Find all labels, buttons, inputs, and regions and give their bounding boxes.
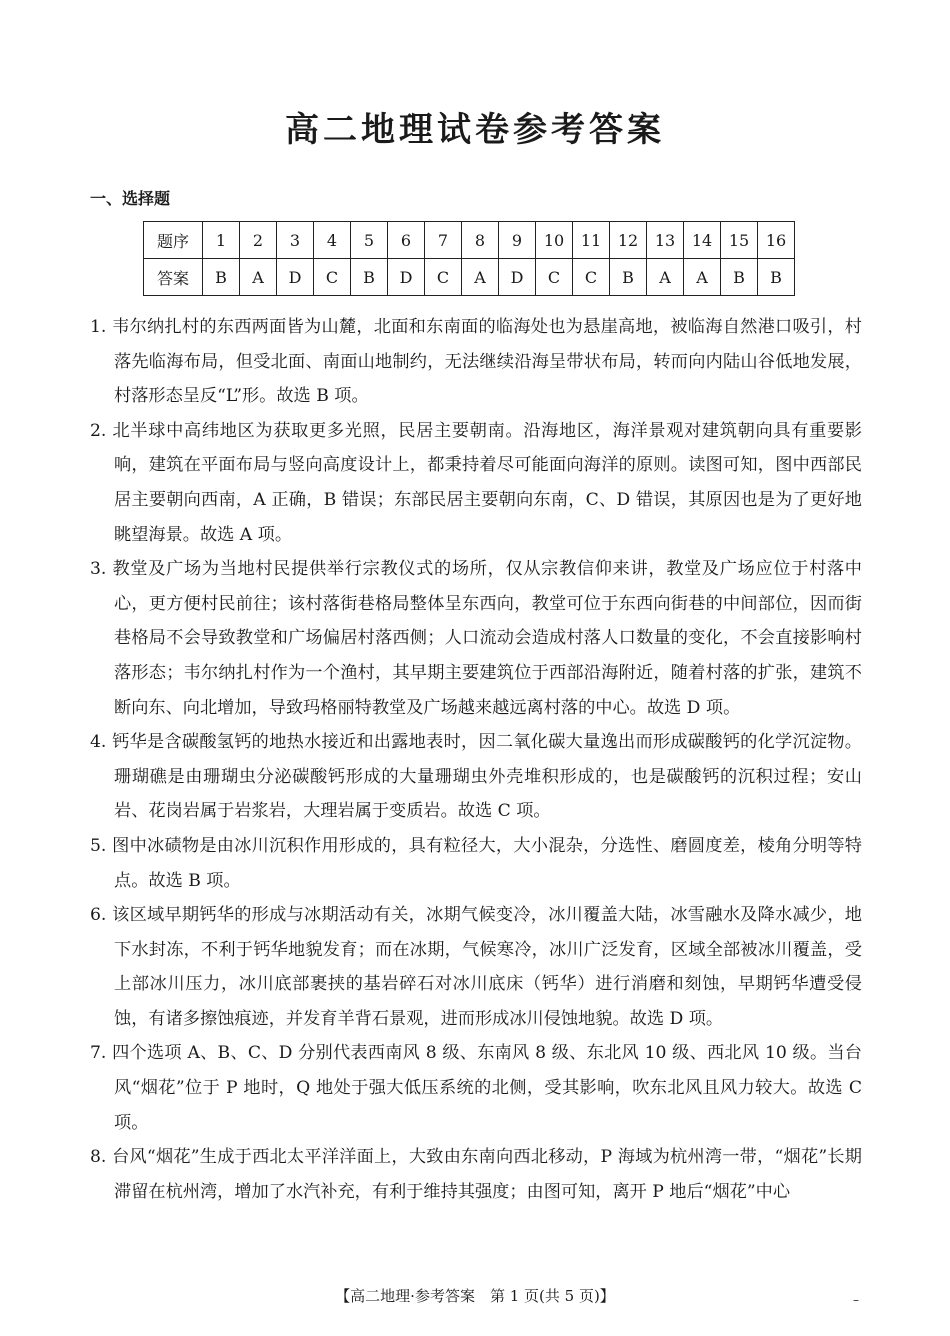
section-heading: 一、选择题 [90,189,171,208]
answer-cell: D [388,259,425,296]
answer-cell: B [351,259,388,296]
question-number-cell: 5 [351,222,388,259]
question-number-cell: 16 [758,222,795,259]
answer-cell: B [758,259,795,296]
question-number-cell: 13 [647,222,684,259]
explanation-4: 4. 钙华是含碳酸氢钙的地热水接近和出露地表时，因二氧化碳大量逸出而形成碳酸钙的化学沉淀物。珊瑚礁是由珊瑚虫分泌碳酸钙形成的大量珊瑚虫外壳堆积形成的，也是碳酸钙的沉积过程；安山岩、花岗岩属于岩浆岩，大理岩属于变质岩。故选 C 项。 [90,732,862,822]
explanation-2: 2. 北半球中高纬地区为获取更多光照，民居主要朝南。沿海地区，海洋景观对建筑朝向具有重要影响，建筑在平面布局与竖向高度设计上，都秉持着尽可能面向海洋的原则。读图可知，图中西部民居主要朝向西南，A 正确，B 错误；东部民居主要朝向东南，C、D 错误，其原因也是为了更好地眺望海景。故选 A 项。 [90,420,862,545]
page-footer: 【高二地理·参考答案 第 1 页(共 5 页)】 [335,1287,615,1305]
explanation-8: 8. 台风“烟花”生成于西北太平洋洋面上，大致由东南向西北移动，P 海域为杭州湾一带，“烟花”长期滞留在杭州湾，增加了水汽补充，有利于维持其强度；由图可知，离开 P 地后“烟花”中心 [90,1147,862,1202]
answer-cell: D [277,259,314,296]
answer-cell: C [314,259,351,296]
question-number-cell: 12 [610,222,647,259]
answer-cell: C [536,259,573,296]
answer-cell: A [240,259,277,296]
question-number-cell: 15 [721,222,758,259]
explanation-6: 6. 该区域早期钙华的形成与冰期活动有关，冰期气候变冷，冰川覆盖大陆，冰雪融水及降水减少，地下水封冻，不利于钙华地貌发育；而在冰期，气候寒冷，冰川广泛发育，区域全部被冰川覆盖，受上部冰川压力，冰川底部裹挟的基岩碎石对冰川底床（钙华）进行消磨和刻蚀，早期钙华遭受侵蚀，有诸多擦蚀痕迹，并发育羊背石景观，进而形成冰川侵蚀地貌。故选 D 项。 [90,905,862,1029]
answer-cell: B [721,259,758,296]
question-number-cell: 11 [573,222,610,259]
question-number-cell: 1 [203,222,240,259]
answer-cell: B [610,259,647,296]
page-title: 高二地理试卷参考答案 [285,110,665,150]
row-header-answer: 答案 [144,259,203,296]
question-number-cell: 7 [425,222,462,259]
question-number-cell: 6 [388,222,425,259]
answer-table [143,221,795,296]
explanation-1: 1. 韦尔纳扎村的东西两面皆为山麓，北面和东南面的临海处也为悬崖高地，被临海自然港口吸引，村落先临海布局，但受北面、南面山地制约，无法继续沿海呈带状布局，转而向内陆山谷低地发展，村落形态呈反“L”形。故选 B 项。 [90,317,862,407]
question-number-cell: 3 [277,222,314,259]
question-number-cell: 8 [462,222,499,259]
question-number-cell: 10 [536,222,573,259]
question-number-cell: 2 [240,222,277,259]
question-number-row [144,222,795,259]
corner-mark: – [853,1293,859,1307]
answer-cell: C [573,259,610,296]
explanations [90,310,862,1209]
explanation-5: 5. 图中冰碛物是由冰川沉积作用形成的，具有粒径大，大小混杂，分选性、磨圆度差，棱角分明等特点。故选 B 项。 [90,835,862,891]
row-header-number: 题序 [144,222,203,259]
answer-cell: B [203,259,240,296]
answer-row [144,259,795,296]
answer-cell: A [647,259,684,296]
answer-cell: C [425,259,462,296]
question-number-cell: 14 [684,222,721,259]
explanation-7: 7. 四个选项 A、B、C、D 分别代表西南风 8 级、东南风 8 级、东北风 10 级、西北风 10 级。当台风“烟花”位于 P 地时，Q 地处于强大低压系统的北侧，受其影响，吹东北风且风力较大。故选 C 项。 [90,1043,862,1133]
question-number-cell: 4 [314,222,351,259]
answer-cell: A [684,259,721,296]
answer-cell: A [462,259,499,296]
explanation-3: 3. 教堂及广场为当地村民提供举行宗教仪式的场所，仅从宗教信仰来讲，教堂及广场应位于村落中心，更方便村民前往；该村落街巷格局整体呈东西向，教堂可位于东西向街巷的中间部位，因而街巷格局不会导致教堂和广场偏居村落西侧；人口流动会造成村落人口数量的变化，不会直接影响村落形态；韦尔纳扎村作为一个渔村，其早期主要建筑位于西部沿海附近，随着村落的扩张，建筑不断向东、向北增加，导致玛格丽特教堂及广场越来越远离村落的中心。故选 D 项。 [90,559,862,718]
question-number-cell: 9 [499,222,536,259]
answer-cell: D [499,259,536,296]
